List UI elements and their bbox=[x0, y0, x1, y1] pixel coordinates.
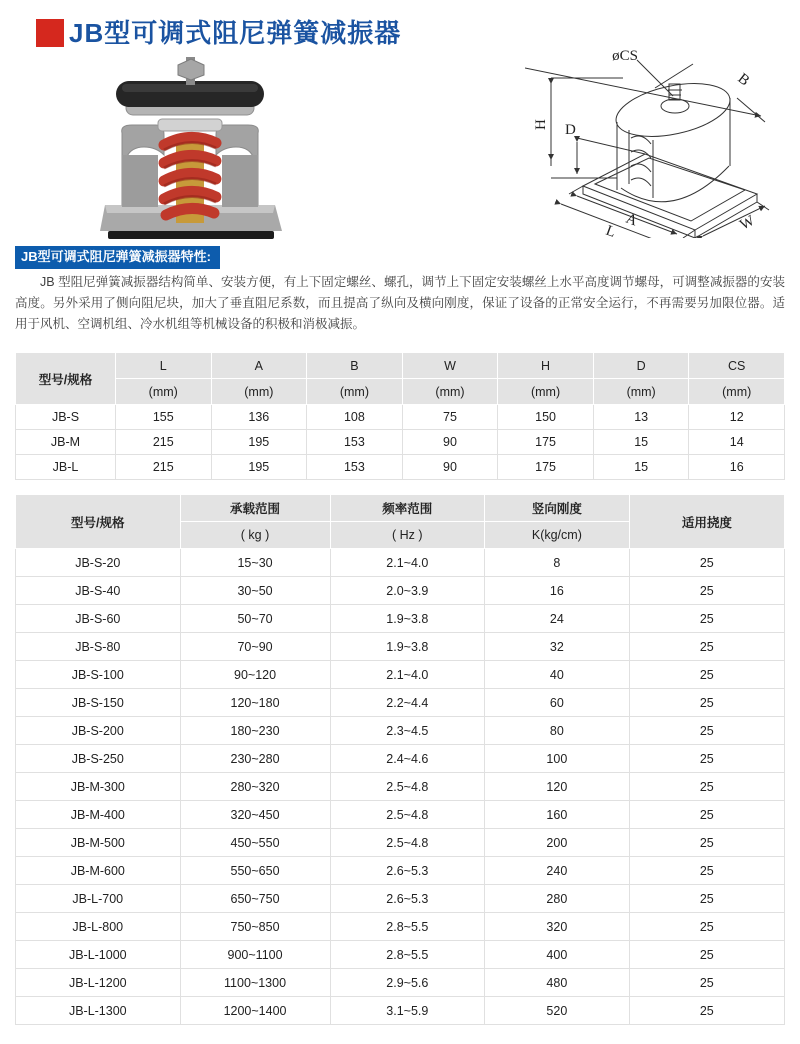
value-cell: 13 bbox=[593, 405, 689, 430]
unit-cell: (mm) bbox=[402, 379, 498, 405]
value-cell: 400 bbox=[485, 941, 630, 969]
value-cell: 2.1~4.0 bbox=[330, 661, 485, 689]
model-cell: JB-S-200 bbox=[16, 717, 181, 745]
unit-cell-hz: ( Hz ) bbox=[330, 522, 485, 549]
spring-isolator-photo bbox=[60, 55, 320, 245]
features-banner: JB型可调式阻尼弹簧减振器特性: bbox=[15, 246, 220, 269]
value-cell: 195 bbox=[211, 455, 307, 480]
model-cell: JB-S-150 bbox=[16, 689, 181, 717]
model-cell: JB-M-400 bbox=[16, 801, 181, 829]
value-cell: 200 bbox=[485, 829, 630, 857]
model-cell: JB-L-1300 bbox=[16, 997, 181, 1025]
unit-cell: (mm) bbox=[307, 379, 403, 405]
model-cell: JB-S-250 bbox=[16, 745, 181, 773]
value-cell: 25 bbox=[629, 577, 784, 605]
value-cell: 650~750 bbox=[180, 885, 330, 913]
column-header-A: A bbox=[211, 353, 307, 379]
value-cell: 50~70 bbox=[180, 605, 330, 633]
value-cell: 2.3~4.5 bbox=[330, 717, 485, 745]
header-row bbox=[16, 353, 785, 379]
value-cell: 25 bbox=[629, 997, 784, 1025]
value-cell: 40 bbox=[485, 661, 630, 689]
value-cell: 240 bbox=[485, 857, 630, 885]
header-row bbox=[16, 495, 785, 522]
unit-cell: (mm) bbox=[211, 379, 307, 405]
column-header-model: 型号/规格 bbox=[16, 495, 181, 549]
value-cell: 32 bbox=[485, 633, 630, 661]
table-row bbox=[16, 857, 785, 885]
value-cell: 175 bbox=[498, 430, 594, 455]
value-cell: 60 bbox=[485, 689, 630, 717]
red-square-icon bbox=[36, 19, 64, 47]
model-cell: JB-M-300 bbox=[16, 773, 181, 801]
column-header-CS: CS bbox=[689, 353, 785, 379]
label-d: D bbox=[565, 122, 576, 138]
value-cell: 180~230 bbox=[180, 717, 330, 745]
value-cell: 900~1100 bbox=[180, 941, 330, 969]
value-cell: 2.2~4.4 bbox=[330, 689, 485, 717]
model-cell: JB-S-100 bbox=[16, 661, 181, 689]
unit-cell: (mm) bbox=[498, 379, 594, 405]
table-row bbox=[16, 689, 785, 717]
value-cell: 14 bbox=[689, 430, 785, 455]
table-row bbox=[16, 605, 785, 633]
value-cell: 120~180 bbox=[180, 689, 330, 717]
value-cell: 2.6~5.3 bbox=[330, 885, 485, 913]
value-cell: 25 bbox=[629, 969, 784, 997]
value-cell: 155 bbox=[115, 405, 211, 430]
value-cell: 1200~1400 bbox=[180, 997, 330, 1025]
value-cell: 70~90 bbox=[180, 633, 330, 661]
value-cell: 320~450 bbox=[180, 801, 330, 829]
column-header-load: 承载范围 bbox=[180, 495, 330, 522]
table-row bbox=[16, 773, 785, 801]
value-cell: 25 bbox=[629, 605, 784, 633]
label-l: L bbox=[603, 222, 618, 238]
value-cell: 230~280 bbox=[180, 745, 330, 773]
label-w: W bbox=[737, 212, 758, 234]
unit-cell-stiffness: K(kg/cm) bbox=[485, 522, 630, 549]
value-cell: 160 bbox=[485, 801, 630, 829]
value-cell: 1100~1300 bbox=[180, 969, 330, 997]
unit-cell: (mm) bbox=[593, 379, 689, 405]
value-cell: 25 bbox=[629, 549, 784, 577]
model-cell: JB-S-20 bbox=[16, 549, 181, 577]
value-cell: 75 bbox=[402, 405, 498, 430]
value-cell: 1.9~3.8 bbox=[330, 633, 485, 661]
model-cell: JB-M-500 bbox=[16, 829, 181, 857]
value-cell: 2.8~5.5 bbox=[330, 913, 485, 941]
value-cell: 153 bbox=[307, 430, 403, 455]
value-cell: 2.1~4.0 bbox=[330, 549, 485, 577]
model-cell: JB-L-800 bbox=[16, 913, 181, 941]
value-cell: 480 bbox=[485, 969, 630, 997]
value-cell: 2.5~4.8 bbox=[330, 801, 485, 829]
value-cell: 153 bbox=[307, 455, 403, 480]
value-cell: 25 bbox=[629, 717, 784, 745]
value-cell: 25 bbox=[629, 661, 784, 689]
table-row bbox=[16, 549, 785, 577]
model-cell: JB-S bbox=[16, 405, 116, 430]
value-cell: 2.0~3.9 bbox=[330, 577, 485, 605]
value-cell: 80 bbox=[485, 717, 630, 745]
column-header-stiffness: 竖向刚度 bbox=[485, 495, 630, 522]
product-photo bbox=[60, 55, 320, 245]
table-row bbox=[16, 661, 785, 689]
value-cell: 450~550 bbox=[180, 829, 330, 857]
column-header-model: 型号/规格 bbox=[16, 353, 116, 405]
value-cell: 280~320 bbox=[180, 773, 330, 801]
table-row bbox=[16, 717, 785, 745]
value-cell: 12 bbox=[689, 405, 785, 430]
value-cell: 25 bbox=[629, 689, 784, 717]
table-row bbox=[16, 829, 785, 857]
value-cell: 520 bbox=[485, 997, 630, 1025]
page-title: JB型可调式阻尼弹簧减振器 bbox=[69, 18, 402, 48]
value-cell: 25 bbox=[629, 941, 784, 969]
value-cell: 2.5~4.8 bbox=[330, 773, 485, 801]
value-cell: 30~50 bbox=[180, 577, 330, 605]
value-cell: 100 bbox=[485, 745, 630, 773]
value-cell: 25 bbox=[629, 885, 784, 913]
unit-row bbox=[16, 379, 785, 405]
column-header-B: B bbox=[307, 353, 403, 379]
value-cell: 15 bbox=[593, 455, 689, 480]
table-row bbox=[16, 941, 785, 969]
value-cell: 2.5~4.8 bbox=[330, 829, 485, 857]
model-cell: JB-S-60 bbox=[16, 605, 181, 633]
column-header-W: W bbox=[402, 353, 498, 379]
table-row bbox=[16, 577, 785, 605]
page-title-row bbox=[36, 18, 401, 48]
value-cell: 16 bbox=[485, 577, 630, 605]
table-row bbox=[16, 405, 785, 430]
model-cell: JB-M-600 bbox=[16, 857, 181, 885]
description-paragraph: JB 型阻尼弹簧减振器结构简单、安装方便，有上下固定螺丝、螺孔，调节上下固定安装螺丝上水平高度调节螺母，可调整减振器的安装高度。另外采用了侧向阻尼块，加大了垂直阻尼系数，而且提高了纵向及横向刚度，保证了设备的正常安全运行，不再需要另加限位器。适用于风机、空调机组、冷水机组等机械设备的积极和消极减振。 bbox=[15, 275, 785, 331]
value-cell: 175 bbox=[498, 455, 594, 480]
value-cell: 15~30 bbox=[180, 549, 330, 577]
value-cell: 25 bbox=[629, 745, 784, 773]
value-cell: 750~850 bbox=[180, 913, 330, 941]
value-cell: 25 bbox=[629, 773, 784, 801]
unit-cell: (mm) bbox=[115, 379, 211, 405]
label-a: A bbox=[623, 210, 640, 230]
table-row bbox=[16, 969, 785, 997]
column-header-frequency: 频率范围 bbox=[330, 495, 485, 522]
value-cell: 8 bbox=[485, 549, 630, 577]
label-b: B bbox=[734, 70, 753, 90]
value-cell: 195 bbox=[211, 430, 307, 455]
value-cell: 2.6~5.3 bbox=[330, 857, 485, 885]
value-cell: 1.9~3.8 bbox=[330, 605, 485, 633]
model-cell: JB-S-40 bbox=[16, 577, 181, 605]
value-cell: 25 bbox=[629, 829, 784, 857]
table-row bbox=[16, 633, 785, 661]
column-header-L: L bbox=[115, 353, 211, 379]
value-cell: 2.9~5.6 bbox=[330, 969, 485, 997]
value-cell: 90 bbox=[402, 455, 498, 480]
value-cell: 280 bbox=[485, 885, 630, 913]
value-cell: 90~120 bbox=[180, 661, 330, 689]
value-cell: 25 bbox=[629, 913, 784, 941]
value-cell: 24 bbox=[485, 605, 630, 633]
value-cell: 136 bbox=[211, 405, 307, 430]
dimension-table bbox=[15, 352, 785, 480]
table-row bbox=[16, 745, 785, 773]
value-cell: 120 bbox=[485, 773, 630, 801]
value-cell: 150 bbox=[498, 405, 594, 430]
table-row bbox=[16, 997, 785, 1025]
value-cell: 2.4~4.6 bbox=[330, 745, 485, 773]
value-cell: 25 bbox=[629, 857, 784, 885]
unit-cell-kg: ( kg ) bbox=[180, 522, 330, 549]
table-row bbox=[16, 430, 785, 455]
value-cell: 2.8~5.5 bbox=[330, 941, 485, 969]
model-cell: JB-M bbox=[16, 430, 116, 455]
value-cell: 25 bbox=[629, 801, 784, 829]
model-cell: JB-S-80 bbox=[16, 633, 181, 661]
value-cell: 550~650 bbox=[180, 857, 330, 885]
model-cell: JB-L bbox=[16, 455, 116, 480]
column-header-D: D bbox=[593, 353, 689, 379]
value-cell: 108 bbox=[307, 405, 403, 430]
value-cell: 320 bbox=[485, 913, 630, 941]
value-cell: 90 bbox=[402, 430, 498, 455]
model-cell: JB-L-1000 bbox=[16, 941, 181, 969]
table-row bbox=[16, 885, 785, 913]
column-header-H: H bbox=[498, 353, 594, 379]
table-row bbox=[16, 801, 785, 829]
unit-cell: (mm) bbox=[689, 379, 785, 405]
model-cell: JB-L-700 bbox=[16, 885, 181, 913]
value-cell: 3.1~5.9 bbox=[330, 997, 485, 1025]
table-row bbox=[16, 913, 785, 941]
label-cs: øCS bbox=[612, 48, 638, 64]
isolator-outline-drawing bbox=[525, 38, 783, 238]
value-cell: 25 bbox=[629, 633, 784, 661]
label-h: H bbox=[533, 119, 549, 130]
value-cell: 215 bbox=[115, 430, 211, 455]
value-cell: 16 bbox=[689, 455, 785, 480]
spec-table bbox=[15, 494, 785, 1025]
table-row bbox=[16, 455, 785, 480]
value-cell: 215 bbox=[115, 455, 211, 480]
value-cell: 15 bbox=[593, 430, 689, 455]
column-header-deflection: 适用挠度 bbox=[629, 495, 784, 549]
model-cell: JB-L-1200 bbox=[16, 969, 181, 997]
dimension-diagram bbox=[525, 38, 783, 238]
